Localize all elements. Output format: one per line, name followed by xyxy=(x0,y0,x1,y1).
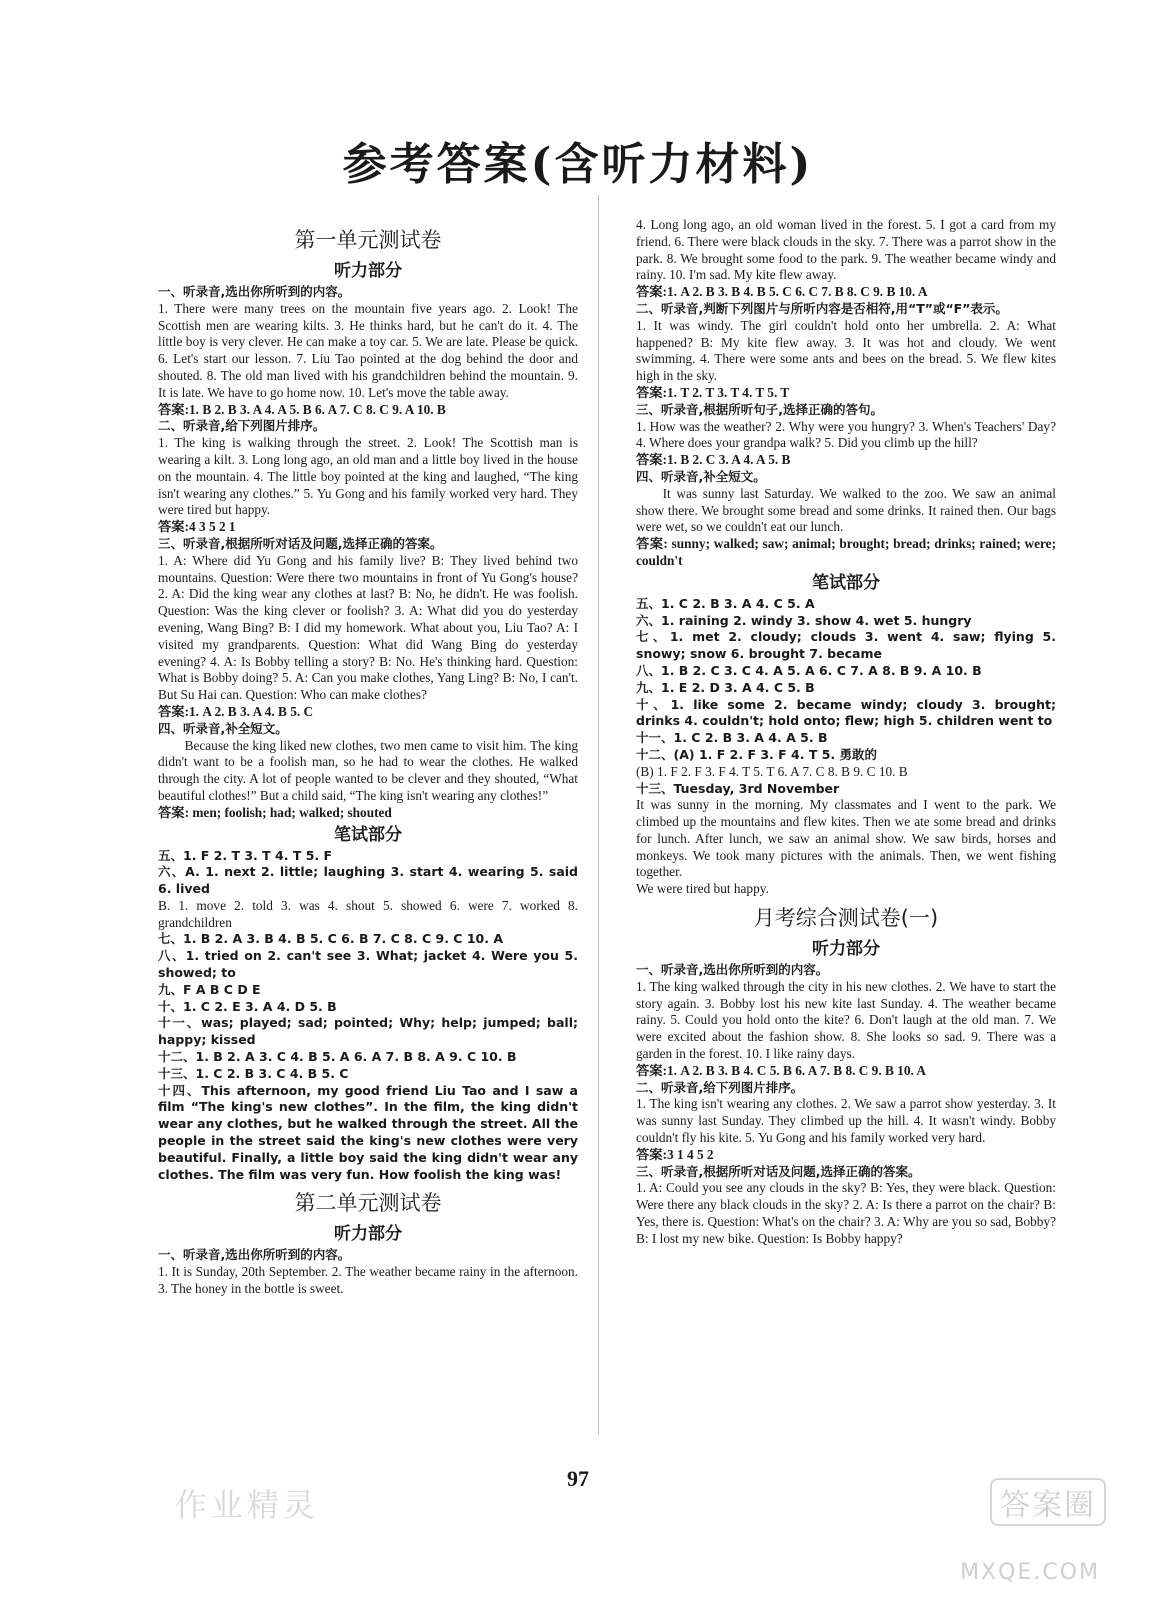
answer-line: 答案:1. B 2. B 3. A 4. A 5. B 6. A 7. C 8. C 9. A 10. B xyxy=(158,401,446,417)
text-block: 1. The king walked through the city in his new clothes. 2. We have to start the story again. 3. Bobby lost his new kite last Sunday. 4. The weather became rainy. 5. Could you hold onto the kite? 6. Don't laugh at the old man. 7. We were excited about the fashion show. 8. She looks so sad. 9. There was a garden in the forest. 10. I like rainy days. xyxy=(636,978,1056,1062)
section-heading: 四、听录音,补全短文。 xyxy=(636,468,766,484)
answer-line: 答案:1. A 2. B 3. B 4. C 5. B 6. A 7. B 8. C 9. B 10. A xyxy=(636,1062,926,1078)
text-block: 1. It was windy. The girl couldn't hold onto her umbrella. 2. A: What happened? B: My kite flew away. 3. It was hot and cloudy. We went swimming. 4. There were some ants and bees on the bread. 5. We flew kites high in the sky. xyxy=(636,317,1056,384)
section-heading: 九、F A B C D E xyxy=(158,981,261,997)
section-heading: 五、1. F 2. T 3. T 4. T 5. F xyxy=(158,847,333,863)
left-column xyxy=(158,220,578,1298)
section-heading: 七、1. B 2. A 3. B 4. B 5. C 6. B 7. C 8. C 9. C 10. A xyxy=(158,931,503,947)
column-divider xyxy=(598,195,599,1435)
text-block: 1. It is Sunday, 20th September. 2. The weather became rainy in the afternoon. 3. The honey in the bottle is sweet. xyxy=(158,1264,578,1297)
section-heading: 十三、Tuesday, 3rd November xyxy=(636,780,840,796)
text-block: 1. A: Could you see any clouds in the sky? B: Yes, they were black. Question: Were there any black clouds in the sky? 2. A: Is there a parrot on the chair? B: Yes, there is. Question: What's on the chair? 3. A: Why are you so sad, Bobby? B: I lost my new bike. Question: Is Bobby happy? xyxy=(636,1180,1056,1246)
watermark-right: 答案圈 xyxy=(990,1478,1106,1526)
section-heading: 九、1. E 2. D 3. A 4. C 5. B xyxy=(636,679,815,695)
answer-line: 答案:1. A 2. B 3. B 4. B 5. C 6. C 7. B 8. C 9. B 10. A xyxy=(636,284,928,300)
unit-heading: 第二单元测试卷 xyxy=(294,1191,442,1216)
section-heading: 二、听录音,给下列图片排序。 xyxy=(158,418,326,434)
section-heading: 十一、was; played; sad; pointed; Why; help; jumped; ball; happy; kissed xyxy=(158,1015,578,1048)
section-heading: 十三、1. C 2. B 3. C 4. B 5. C xyxy=(158,1065,349,1081)
section-heading: 一、听录音,选出你所听到的内容。 xyxy=(158,1247,351,1263)
part-heading: 笔试部分 xyxy=(334,824,402,845)
answer-line: 答案:1. T 2. T 3. T 4. T 5. T xyxy=(636,384,790,400)
passage-block: It was sunny last Saturday. We walked to the zoo. We saw an animal show there. We brought some bread and some drinks. It rained then. Our bags were wet, so we couldn't eat our lunch. xyxy=(636,485,1056,535)
section-heading: 四、听录音,补全短文。 xyxy=(158,720,288,736)
unit-heading: 第一单元测试卷 xyxy=(294,228,442,252)
answer-line: 答案:3 1 4 5 2 xyxy=(636,1146,714,1162)
section-heading: 一、听录音,选出你所听到的内容。 xyxy=(636,962,829,978)
section-heading: 七、1. met 2. cloudy; clouds 3. went 4. saw; flying 5. snowy; snow 6. brought 7. became xyxy=(636,629,1056,662)
section-heading: 十一、1. C 2. B 3. A 4. A 5. B xyxy=(636,730,828,746)
answer-line: 答案:4 3 5 2 1 xyxy=(158,519,236,535)
section-heading: 一、听录音,选出你所听到的内容。 xyxy=(158,284,351,299)
part-heading: 笔试部分 xyxy=(812,572,880,593)
answer-line: 答案:1. B 2. C 3. A 4. A 5. B xyxy=(636,452,791,468)
section-heading: 三、听录音,根据所听句子,选择正确的答句。 xyxy=(636,401,883,417)
page-title: 参考答案(含听力材料) xyxy=(342,139,814,190)
section-heading: 十二、(A) 1. F 2. F 3. F 4. T 5. 勇敢的 xyxy=(636,746,877,762)
watermark-url: MXQE.COM xyxy=(960,1560,1100,1585)
section-heading: 五、1. C 2. B 3. A 4. C 5. A xyxy=(636,595,815,611)
text-block: It was sunny in the morning. My classmates and I went to the park. We climbed up the mountains and flew kites. Then we ate some bread and drinks for lunch. After lunch, we saw an animal show. We saw birds, horses and monkeys. We took many pictures with the animals. Then, we went fishing together. xyxy=(636,797,1056,880)
section-heading: 十、1. C 2. E 3. A 4. D 5. B xyxy=(158,998,337,1014)
section-heading: 二、听录音,判断下列图片与所听内容是否相符,用“T”或“F”表示。 xyxy=(636,300,1008,316)
section-heading: 十四、This afternoon, my good friend Liu Tao and I saw a film “The king's new clothes”. In the film, the king didn't wear any clothes, but he walked through the street. All the people in the street said the king's new clothes were very beautiful. Finally, a little boy said the king didn't wear any clothes. The film was very fun. How foolish the king was! xyxy=(158,1082,578,1182)
page-number: 97 xyxy=(567,1466,589,1491)
section-heading: 三、听录音,根据所听对话及问题,选择正确的答案。 xyxy=(636,1163,921,1179)
answer-line: 答案: men; foolish; had; walked; shouted xyxy=(158,804,392,820)
section-heading: 二、听录音,给下列图片排序。 xyxy=(636,1079,804,1095)
unit-heading: 月考综合测试卷(一) xyxy=(753,906,939,931)
text-block: 1. The king is walking through the street. 2. Look! The Scottish man is wearing a kilt. 3. Long long ago, an old man and a little boy lived in the house on the mountain. 4. The little boy pointed at the king and laughed, “The king isn't wearing any clothes.” 5. Yu Gong and his family worked very hard. They were tired but happy. xyxy=(158,435,578,518)
answer-line: 答案:1. A 2. B 3. A 4. B 5. C xyxy=(158,703,314,719)
right-column xyxy=(636,217,1056,1248)
text-block: (B) 1. F 2. F 3. F 4. T 5. T 6. A 7. C 8. B 9. C 10. B xyxy=(636,763,908,779)
section-heading: 八、1. tried on 2. can't see 3. What; jacket 4. Were you 5. showed; to xyxy=(158,948,578,981)
passage-block: Because the king liked new clothes, two men came to visit him. The king didn't want to be a foolish man, so he had to wear the clothes. He walked through the city. A lot of people wanted to be clever and they shouted, “What beautiful clothes!” But a child said, “The king isn't wearing any clothes!” xyxy=(158,737,578,803)
text-block: 1. How was the weather? 2. Why were you hungry? 3. When's Teachers' Day? 4. Where does your grandpa walk? 5. Did you climb up the hill? xyxy=(636,418,1056,451)
text-block: B. 1. move 2. told 3. was 4. shout 5. showed 6. were 7. worked 8. grandchildren xyxy=(158,897,578,930)
part-heading: 听力部分 xyxy=(334,261,402,281)
text-block: 1. The king isn't wearing any clothes. 2. We saw a parrot show yesterday. 3. It was sunny last Sunday. They climbed up the hill. 4. It wasn't windy. Bobby couldn't fly his kite. 5. Yu Gong and his family worked very hard. xyxy=(636,1096,1056,1146)
text-block: 1. A: Where did Yu Gong and his family live? B: They lived behind two mountains. Question: Were there two mountains in front of Yu Gong's house? 2. A: Did the king wear any clothes at last? B: No, he didn't. He was foolish. Question: Was the king clever or foolish? 3. A: What did you do yesterday evening, Wang Bing? B: I did my homework. What about you, Liu Tao? A: I visited my grandparents. Question: What did Wang Bing do yesterday evening? 4. A: Is Bobby telling a story? B: No. He's thinking hard. Question: What is Bobby doing? 5. A: Can you make clothes, Yang Ling? B: No, I can't. But Su Hai can. Question: Who can make clothes? xyxy=(158,552,578,703)
part-heading: 听力部分 xyxy=(812,939,880,960)
section-heading: 十二、1. B 2. A 3. C 4. B 5. A 6. A 7. B 8. A 9. C 10. B xyxy=(158,1049,517,1065)
section-heading: 八、1. B 2. C 3. C 4. A 5. A 6. C 7. A 8. B 9. A 10. B xyxy=(636,662,982,678)
part-heading: 听力部分 xyxy=(334,1224,402,1245)
text-block: 1. There were many trees on the mountain five years ago. 2. Look! The Scottish men are wearing kilts. 3. He thinks hard, but he can't do it. 4. The little boy is very clever. He can make a toy car. 5. We are late. Please be quick. 6. Let's start our lesson. 7. Liu Tao pointed at the dog behind the door and shouted. 8. The old man lived with his grandchildren behind the mountain. 9. It is late. We have to go home now. 10. Let's move the table away. xyxy=(158,300,578,400)
section-heading: 六、A. 1. next 2. little; laughing 3. start 4. wearing 5. said 6. lived xyxy=(158,864,578,897)
section-heading: 十、1. like some 2. became windy; cloudy 3. brought; drinks 4. couldn't; hold onto; flew; high 5. children went to xyxy=(636,696,1056,729)
section-heading: 六、1. raining 2. windy 3. show 4. wet 5. hungry xyxy=(636,612,972,628)
text-block: We were tired but happy. xyxy=(636,881,769,897)
section-heading: 三、听录音,根据所听对话及问题,选择正确的答案。 xyxy=(158,535,443,551)
answer-line: 答案: sunny; walked; saw; animal; brought; bread; drinks; rained; were; couldn't xyxy=(636,536,1056,568)
watermark-left: 作业精灵 xyxy=(175,1486,320,1524)
text-block: 4. Long long ago, an old woman lived in the forest. 5. I got a card from my friend. 6. There were black clouds in the sky. 7. There was a parrot show in the park. 8. We brought some food to the park. 9. The weather became windy and rainy. 10. I'm sad. My kite flew away. xyxy=(636,217,1056,283)
